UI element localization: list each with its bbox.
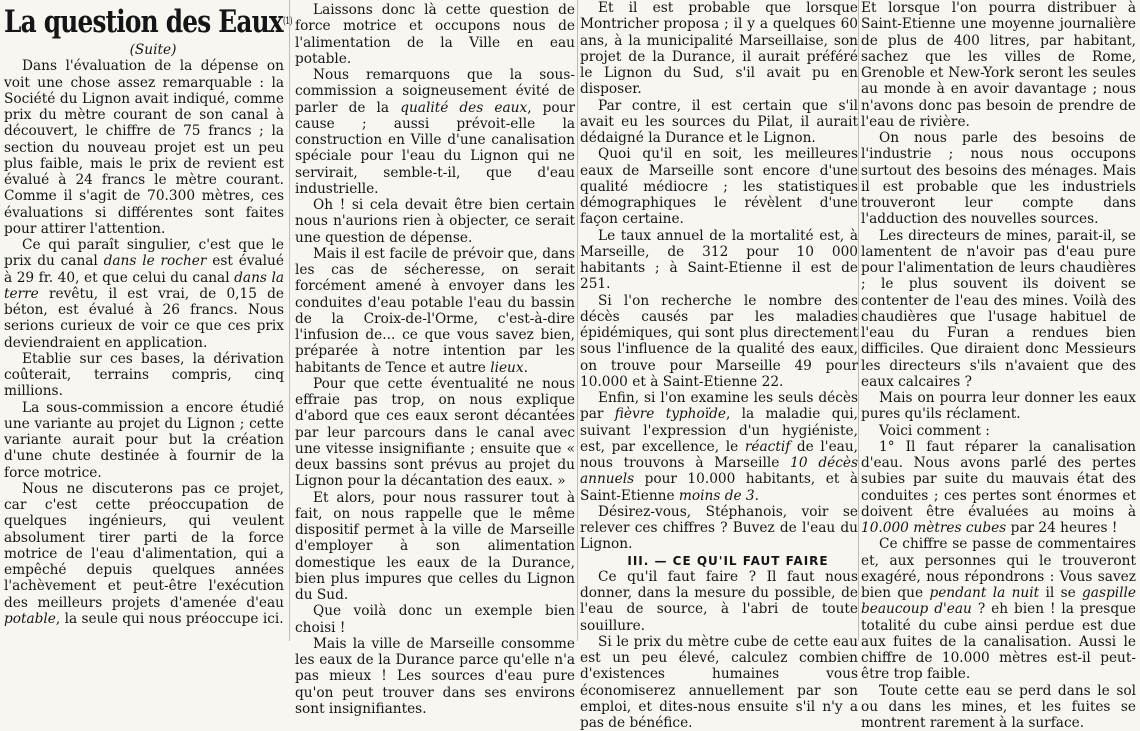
text-run: , la seule qui nous préoccupe ici. bbox=[56, 611, 284, 627]
text-run: pour 10.000 habitants, et à Saint-Etienne bbox=[580, 471, 858, 503]
paragraph bbox=[861, 536, 1136, 682]
italic-run: fièvre typhoïde bbox=[615, 406, 726, 422]
article-subtitle: (Suite) bbox=[4, 42, 284, 58]
italic-run: potable bbox=[4, 611, 56, 627]
paragraph bbox=[861, 439, 1136, 537]
paragraph: Etablie sur ces bases, la dérivation coûterait, terrains compris, cinq millions. bbox=[4, 351, 284, 400]
column-rule bbox=[858, 0, 859, 641]
text-run: Ce qui paraît singulier, c'est que le prix du canal bbox=[4, 237, 284, 269]
paragraph: Si l'on recherche le nombre des décès causés par les maladies épidémiques, qui sont plus directement sous l'influence de la qualité des eaux, on trouve pour Marseille 49 pour 10.000 et à Saint-Etienne 22. bbox=[580, 293, 858, 391]
paragraph bbox=[295, 67, 575, 197]
article-column-4 bbox=[861, 0, 1136, 641]
text-run: , la maladie qui, suivant l'expression d'un hygiéniste, est, par excellence, le bbox=[580, 406, 858, 455]
italic-run: 10.000 mètres cubes bbox=[861, 520, 1006, 536]
text-run: Nous ne discuterons pas ce projet, car c'est cette préoccupation de quelques ingénieurs, qui veulent absolument tirer parti de la force motrice de l'eau d'alimentation, qui a empêché depuis quelques années l'achèvement et peut-être l'exécution des meilleurs projets d'amenée d'eau bbox=[4, 481, 284, 611]
paragraph: Et il est probable que lorsque Montricher proposa ; il y a quelques 60 ans, à la municipalité Marseillaise, son projet de la Durance, il aurait préféré le Lignon du Sud, s'il avait pu en disposer. bbox=[580, 0, 858, 98]
italic-run: lieux bbox=[490, 360, 523, 376]
paragraph: Dans l'évaluation de la dépense on voit une chose assez remarquable : la Société du Lignon avait indiqué, comme prix du mètre courant de son canal à découvert, le chiffre de 75 francs ; la section du nouveau projet est un peu plus faible, mais le prix de revient est évalué à 24 francs le mètre courant. Comme il s'agit de 70.300 mètres, ces évaluations si différentes sont faites pour attirer l'attention. bbox=[4, 58, 284, 237]
text-run: ? eh bien ! la presque totalité du cube ainsi perdue est due aux fuites de la canalisation. Aussi le chiffre de 10.000 mètres est-il peut-être trop faible. bbox=[861, 601, 1136, 682]
column-rule bbox=[577, 0, 578, 641]
paragraph: Ce qu'il faut faire ? Il faut nous donner, dans la mesure du possible, de l'eau de source, à l'abri de toute souillure. bbox=[580, 569, 858, 634]
title-text: La question des Eaux bbox=[4, 4, 283, 40]
italic-run: qualité des eaux bbox=[400, 100, 527, 116]
article-column-3 bbox=[580, 0, 858, 641]
paragraph bbox=[295, 246, 575, 376]
text-run: il se bbox=[1039, 585, 1082, 601]
paragraph: Oh ! si cela devait être bien certain nous n'aurions rien à objecter, ce serait une question de dépense. bbox=[295, 197, 575, 246]
italic-run: gaspille beaucoup d'eau bbox=[861, 585, 1136, 617]
paragraph: Désirez-vous, Stéphanois, voir se relever ces chiffres ? Buvez de l'eau du Lignon. bbox=[580, 504, 858, 553]
text-run: , pour cause ; aussi prévoit-elle la construction en Ville d'une canalisation spéciale pour l'eau du Lignon qui ne servirait, semble-t-il, que d'eau industrielle. bbox=[295, 100, 575, 197]
paragraph: On nous parle des besoins de l'industrie ; nous nous occupons surtout des besoins des ménages. Mais il est probable que les industriels trouveront leur compte dans l'adduction des nouvelles sources. bbox=[861, 130, 1136, 228]
paragraph bbox=[580, 390, 858, 504]
paragraph: Pour que cette éventualité ne nous effraie pas trop, on nous explique d'abord que ces eaux seront décantées par leur parcours dans le canal avec une vitesse insignifiante ; ensuite que « deux bassins sont prévus au projet du Lignon pour la décantation des eaux. » bbox=[295, 376, 575, 490]
paragraph bbox=[4, 237, 284, 351]
title-footnote-mark: (1) bbox=[283, 16, 292, 27]
text-run: est évalué à 29 fr. 40, et que celui du canal bbox=[4, 253, 284, 285]
paragraph: Et alors, pour nous rassurer tout à fait, on nous rappelle que le même dispositif permet à la ville de Marseille d'employer à son alimentation domestique les eaux de la Durance, bien plus impures que celles du Lignon du Sud. bbox=[295, 490, 575, 604]
column-rule bbox=[289, 0, 290, 641]
text-run: par 24 heures ! bbox=[1006, 520, 1117, 536]
article-column-2 bbox=[295, 2, 575, 643]
paragraph: Par contre, il est certain que s'il avait eu les sources du Pilat, il aurait dédaigné la Durance et le Lignon. bbox=[580, 98, 858, 147]
paragraph: Les directeurs de mines, parait-il, se lamentent de n'avoir pas d'eau pure pour l'alimentation de leurs chaudières ; le plus souvent ils doivent se contenter de l'eau des mines. Voilà des chaudières que l'usage habituel de l'eau du Furan a rendues bien difficiles. Que diraient donc Messieurs les directeurs s'ils n'avaient que des eaux calcaires ? bbox=[861, 228, 1136, 391]
text-run: . bbox=[524, 360, 528, 376]
text-run: . bbox=[755, 488, 759, 504]
text-run: Ce chiffre se passe de commentaires et, aux personnes qui le trouveront exagéré, nous répondrons : Vous savez bien que bbox=[861, 536, 1136, 601]
italic-run: moins de 3 bbox=[679, 488, 755, 504]
text-run: revêtu, il est vrai, de 0,15 de béton, est évalué à 26 francs. Nous serions curieux de voir ce que ces prix deviendraient en application. bbox=[4, 286, 284, 351]
text-run: 1° Il faut réparer la canalisation d'eau. Nous avons parlé des pertes subies par suite du mauvais état des conduites ; ces pertes sont énormes et doivent être évaluées au moins à bbox=[861, 439, 1136, 520]
article-title bbox=[4, 4, 228, 40]
paragraph bbox=[4, 481, 284, 627]
italic-run: pendant la nuit bbox=[929, 585, 1039, 601]
italic-run: dans le rocher bbox=[104, 253, 207, 269]
italic-run: réactif bbox=[745, 439, 790, 455]
paragraph: Laissons donc là cette question de force motrice et occupons nous de l'alimentation de la Ville en eau potable. bbox=[295, 2, 575, 67]
text-run: Nous remarquons que la sous-commission a soigneusement évité de parler de la bbox=[295, 67, 575, 116]
italic-run: 10 décès annuels bbox=[580, 455, 858, 487]
article-column-1 bbox=[4, 0, 284, 641]
text-run: Enfin, si l'on examine les seuls décès par bbox=[580, 390, 858, 422]
paragraph: Mais on pourra leur donner les eaux pures qu'ils réclament. bbox=[861, 390, 1136, 423]
section-heading: III. — CE QU'IL FAUT FAIRE bbox=[580, 553, 858, 569]
paragraph: Mais la ville de Marseille consomme les eaux de la Durance parce qu'elle n'a pas mieux ! Les sources d'eau pure qu'on peut trouver dans ses environs sont insignifiantes. bbox=[295, 636, 575, 717]
paragraph: Et lorsque l'on pourra distribuer à Saint-Etienne une moyenne journalière de plus de 400 litres, par habitant, sachez que les villes de Rome, Grenoble et New-York seront les seules au monde à en avoir davantage ; nous n'avons donc pas besoin de prendre de l'eau de rivière. bbox=[861, 0, 1136, 130]
paragraph: Quoi qu'il en soit, les meilleures eaux de Marseille sont encore d'une qualité médiocre ; les statistiques démographiques le révèlent d'une façon certaine. bbox=[580, 146, 858, 227]
italic-run: dans la terre bbox=[4, 270, 284, 302]
paragraph: La sous-commission a encore étudié une variante au projet du Lignon ; cette variante aurait pour but la création d'une chute destinée à fournir de la force motrice. bbox=[4, 400, 284, 481]
paragraph: Le taux annuel de la mortalité est, à Marseille, de 312 pour 10 000 habitants ; à Saint-Etienne il est de 251. bbox=[580, 228, 858, 293]
text-run: Mais il est facile de prévoir que, dans les cas de sécheresse, on serait forcément amené à envoyer dans les conduites d'eau potable l'eau du bassin de la Croix-de-l'Orme, c'est-à-dire l'infusion de... ce que vous savez bien, préparée à notre intention par les habitants de Tence et autre bbox=[295, 246, 575, 376]
paragraph: Toute cette eau se perd dans le sol ou dans les mines, et les fuites se montrent rarement à la surface. bbox=[861, 683, 1136, 731]
paragraph: Voici comment : bbox=[861, 423, 1136, 439]
paragraph: Que voilà donc un exemple bien choisi ! bbox=[295, 603, 575, 636]
text-run: de l'eau, nous trouvons à Marseille bbox=[580, 439, 858, 471]
paragraph: Si le prix du mètre cube de cette eau est un peu élevé, calculez combien d'existences humaines vous économiserez annuellement par son emploi, et dites-nous ensuite s'il n'y a pas de bénéfice. bbox=[580, 634, 858, 731]
